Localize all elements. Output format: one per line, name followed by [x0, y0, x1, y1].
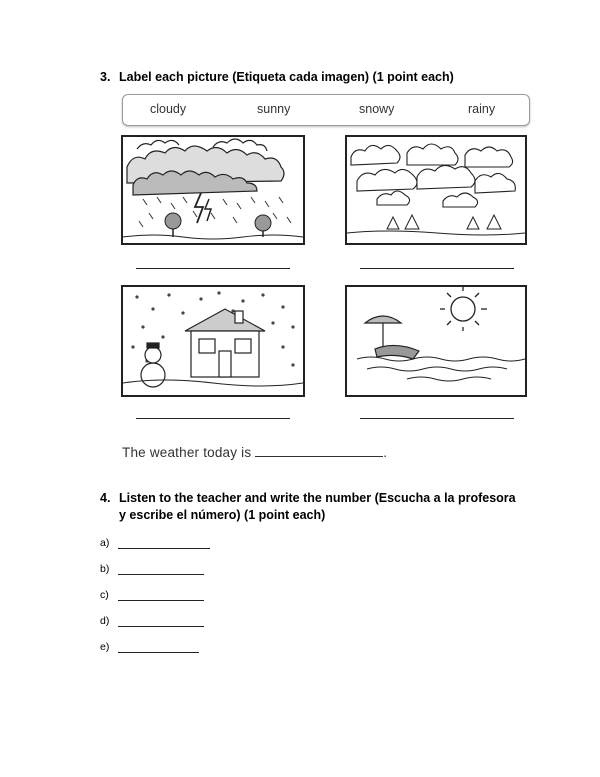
word-bank-item: rainy: [468, 102, 496, 116]
question-3-title: Label each picture (Etiqueta cada imagen) (1 point each): [119, 70, 454, 84]
question-4-title: Listen to the teacher and write the number (Escucha a la profesora y escribe el número) (1 point each): [119, 491, 516, 522]
item-answer-line[interactable]: [118, 626, 204, 627]
word-bank-item: snowy: [359, 102, 395, 116]
question-3-number: 3.: [100, 70, 111, 84]
item-label: e): [100, 641, 110, 653]
word-bank: [122, 94, 530, 126]
rainy-scene-picture: [121, 135, 305, 245]
cloudy-scene-picture: [345, 135, 527, 245]
item-answer-line[interactable]: [118, 548, 210, 549]
item-answer-line[interactable]: [118, 574, 204, 575]
rainy-scene-icon: [123, 137, 303, 243]
sunny-scene-picture: [345, 285, 527, 397]
cloudy-scene-icon: [347, 137, 525, 243]
answer-line-2[interactable]: [360, 268, 514, 269]
snowy-scene-icon: [123, 287, 303, 395]
item-label: b): [100, 563, 110, 575]
weather-answer-blank[interactable]: [255, 444, 383, 457]
weather-today-sentence: [122, 444, 387, 460]
sentence-end: .: [383, 445, 388, 460]
sentence-start: The weather today is: [122, 445, 252, 460]
word-bank-item: sunny: [257, 102, 291, 116]
answer-line-3[interactable]: [136, 418, 290, 419]
word-bank-item: cloudy: [150, 102, 187, 116]
answer-line-4[interactable]: [360, 418, 514, 419]
snowy-scene-picture: [121, 285, 305, 397]
answer-line-1[interactable]: [136, 268, 290, 269]
question-4-number: 4.: [100, 491, 111, 505]
item-label: d): [100, 615, 110, 627]
item-answer-line[interactable]: [118, 652, 199, 653]
item-answer-line[interactable]: [118, 600, 204, 601]
item-label: c): [100, 589, 109, 601]
question-4-heading: [100, 490, 520, 526]
sunny-scene-icon: [347, 287, 525, 395]
item-label: a): [100, 537, 110, 549]
question-3-heading: [100, 69, 520, 87]
